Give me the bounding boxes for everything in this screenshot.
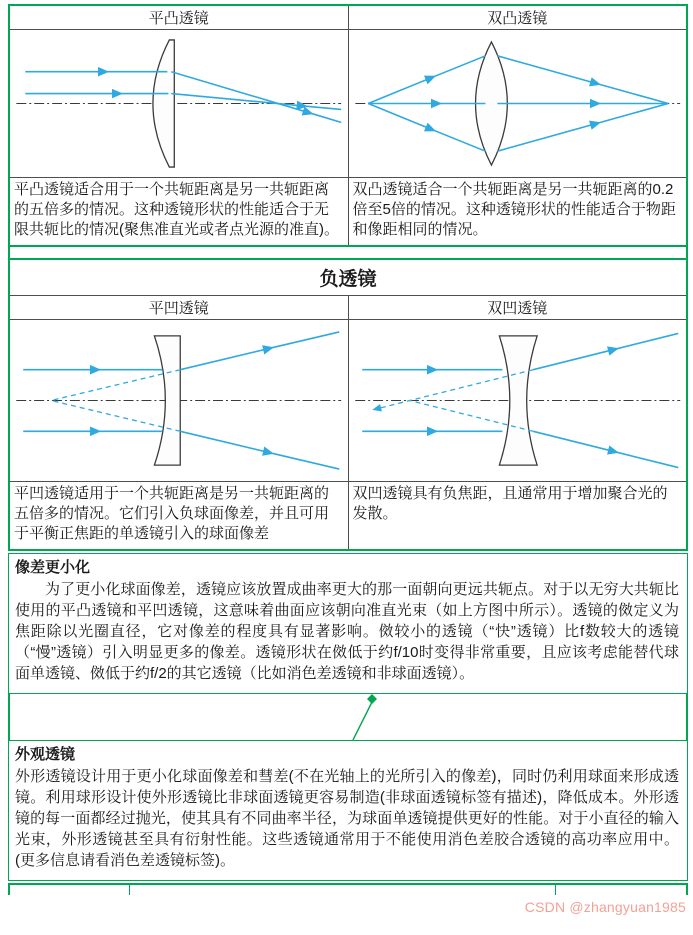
biconcave-title: 双凹透镜 [348, 296, 687, 320]
positive-lens-table [8, 4, 688, 247]
plano-concave-ray-diagram-icon [10, 320, 348, 481]
next-table-cell-2 [130, 885, 556, 895]
next-table-partial-row [8, 883, 688, 895]
light-rays [25, 72, 341, 123]
plano-convex-lens-shape [153, 40, 174, 167]
biconcave-ray-diagram-icon [349, 320, 687, 481]
plano-concave-description: 平凹透镜适用于一个共轭距离是另一共轭距离的五倍多的情况。它们引入负球面像差，并且可用于平衡正焦距的单透镜引入的球面像差 [9, 482, 348, 551]
plano-convex-description: 平凸透镜适合用于一个共轭距离是另一共轭距离的五倍多的情况。这种透镜形状的性能适合于无限共轭比的情况(聚焦准直光或者点光源的准直)。 [9, 178, 348, 247]
biconcave-description: 双凹透镜具有负焦距，且通常用于增加聚合光的发散。 [348, 482, 687, 551]
plano-concave-title: 平凹透镜 [9, 296, 348, 320]
negative-lens-table [8, 258, 688, 551]
next-table-cell-1 [10, 885, 130, 895]
table-gap-spacer [8, 247, 688, 258]
light-rays [368, 56, 668, 151]
aberration-title: 像差更小化 [15, 559, 91, 576]
plano-concave-diagram-cell [9, 320, 348, 482]
plano-convex-diagram-cell [9, 30, 348, 178]
biconcave-diagram-cell [348, 320, 687, 482]
biconvex-ray-diagram-icon [349, 30, 687, 177]
shaped-lens-box [8, 740, 688, 881]
watermark: CSDN @zhangyuan1985 [524, 899, 686, 915]
biconvex-description: 双凸透镜适合一个共轭距离是另一共轭距离的0.2倍至5倍的情况。这种透镜形状的性能适合于物距和像距相同的情况。 [348, 178, 687, 247]
section-connector [8, 694, 688, 740]
negative-lens-section-title: 负透镜 [9, 259, 687, 296]
next-table-cell-3 [556, 885, 686, 895]
aberration-body: 为了更小化球面像差，透镜应该放置成曲率更大的那一面朝向更远共轭点。对于以无穷大共轭比使用的平凸透镜和平凹透镜，这意味着曲面应该朝向准直光束（如上方图中所示）。透镜的傚定义为焦距除以光圈直径，它对像差的程度具有显著影响。傚较小的透镜（“快”透镜）比f数较大的透镜（“慢”透镜）引入明显更多的像差。透镜形状在傚低于约f/10时变得非常重要，且应该考虑能替代球面单透镜、傚低于约f/2的其它透镜（比如消色差透镜和非球面透镜）。 [15, 581, 679, 682]
plano-concave-lens-shape [154, 336, 180, 465]
shaped-lens-body: 外形透镜设计用于更小化球面像差和彗差(不在光轴上的光所引入的像差)，同时仍利用球面来形成透镜。利用球形设计使外形透镜比非球面透镜更容易制造(非球面透镜标签有描述)，降低成本。外形透镜的每一面都经过抛光，使其具有不同曲率半径，为球面单透镜提供更好的性能。对于小直径的输入光束，外形透镜甚至具有衍射性能。这些透镜通常用于不能使用消色差胶合透镜的高功率应用中。(更多信息请看消色差透镜标签)。 [15, 768, 679, 869]
content-column [8, 4, 688, 895]
biconvex-title: 双凸透镜 [348, 5, 687, 30]
biconvex-diagram-cell [348, 30, 687, 178]
plano-convex-title: 平凸透镜 [9, 5, 348, 30]
plano-convex-ray-diagram-icon [10, 30, 348, 177]
shaped-lens-title: 外观透镜 [15, 746, 76, 763]
connector-line-icon [10, 694, 686, 740]
aberration-box [8, 553, 688, 694]
